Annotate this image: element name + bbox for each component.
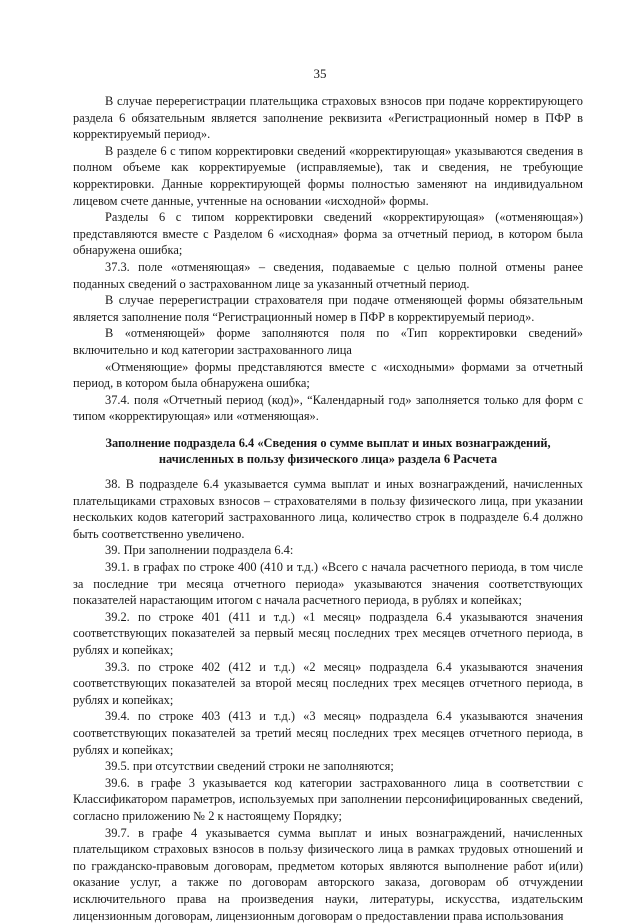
paragraph: 39.1. в графах по строке 400 (410 и т.д.) «Всего с начала расчетного периода, в том числе за последние три месяца отчетного периода» указываются значения соответствующих показателей нарастающим итогом с начала расчетного периода, в рублях и копейках;: [73, 560, 583, 608]
paragraph: 39.5. при отсутствии сведений строки не заполняются;: [105, 759, 394, 774]
section-heading: [73, 435, 583, 468]
paragraph: В «отменяющей» форме заполняются поля по «Тип корректировки сведений» включительно и код категории застрахованного лица: [73, 326, 583, 357]
page-number: 35: [313, 66, 327, 81]
paragraph: 37.3. поле «отменяющая» – сведения, подаваемые с целью полной отмены ранее поданных сведений о застрахованном лице за указанный отчетный период.: [73, 259, 583, 291]
heading-line: Заполнение подраздела 6.4 «Сведения о сумме выплат и иных вознаграждений,: [105, 435, 551, 450]
spacer: [73, 425, 583, 435]
paragraph: 39. При заполнении подраздела 6.4:: [105, 543, 294, 558]
paragraph: В разделе 6 с типом корректировки сведений «корректирующая» указываются сведения в полном объеме как корректируемые (исправляемые), так и сведения, не требующие корректировки. Данные корректирующей формы полностью заменяют на индивидуальном лицевом счете данные, учтенные на основании «исходной» формы.: [73, 143, 583, 208]
paragraph: 39.7. в графе 4 указывается сумма выплат и иных вознаграждений, начисленных плательщиком страховых взносов в пользу физического лица в рамках трудовых отношений и по гражданско-правовым договорам, предметом которых являются выполнение работ и(или) оказание услуг, а также по договорам авторского заказа, договорам об отчуждении исключительного права на произведения науки, литературы, искусства, издательским лицензионным договорам, лицензионным договорам о предоставлении права использования: [73, 825, 583, 923]
paragraph: 37.4. поля «Отчетный период (код)», “Календарный год» заполняется только для форм с типом «корректирующая» или «отменяющая».: [73, 392, 583, 424]
paragraph: Разделы 6 с типом корректировки сведений «корректирующая» («отменяющая») представляются вместе с Разделом 6 «исходная» форма за отчетный период, в котором была обнаружена ошибка;: [73, 210, 583, 258]
paragraph: 39.6. в графе 3 указывается код категории застрахованного лица в соответствии с Классификатором параметров, используемых при заполнении персонифицированных сведений, согласно приложению № 2 к настоящему Порядку;: [73, 775, 583, 823]
paragraph: В случае перерегистрации плательщика страховых взносов при подаче корректирующего раздела 6 обязательным является заполнение реквизита «Регистрационный номер в ПФР в корректируемый период».: [73, 94, 583, 142]
paragraph: В случае перерегистрации страхователя при подаче отменяющей формы обязательным является заполнение поля “Регистрационный номер в ПФР в корректируемый период».: [73, 293, 583, 324]
heading-line: начисленных в пользу физического лица» раздела 6 Расчета: [158, 452, 498, 467]
paragraph: 39.4. по строке 403 (413 и т.д.) «3 месяц» подраздела 6.4 указываются значения соответствующих показателей за третий месяц последних трех месяцев отчетного периода, в рублях и копейках;: [73, 709, 583, 757]
document-body: [73, 93, 583, 924]
paragraph: 39.3. по строке 402 (412 и т.д.) «2 месяц» подраздела 6.4 указываются значения соответствующих показателей за второй месяц последних трех месяцев отчетного периода, в рублях и копейках;: [73, 659, 583, 707]
paragraph: «Отменяющие» формы представляются вместе с «исходными» формами за отчетный период, в котором была обнаружена ошибка;: [73, 359, 583, 391]
paragraph: 39.2. по строке 401 (411 и т.д.) «1 месяц» подраздела 6.4 указываются значения соответствующих показателей за первый месяц последних трех месяцев отчетного периода, в рублях и копейках;: [73, 609, 583, 657]
spacer: [73, 468, 583, 476]
paragraph: 38. В подразделе 6.4 указывается сумма выплат и иных вознаграждений, начисленных плательщиками страховых взносов – страхователями в пользу физического лица, при указании нескольких кодов категорий застрахованного лица, количество строк в подразделе 6.4 должно быть соответственно увеличено.: [73, 477, 583, 541]
